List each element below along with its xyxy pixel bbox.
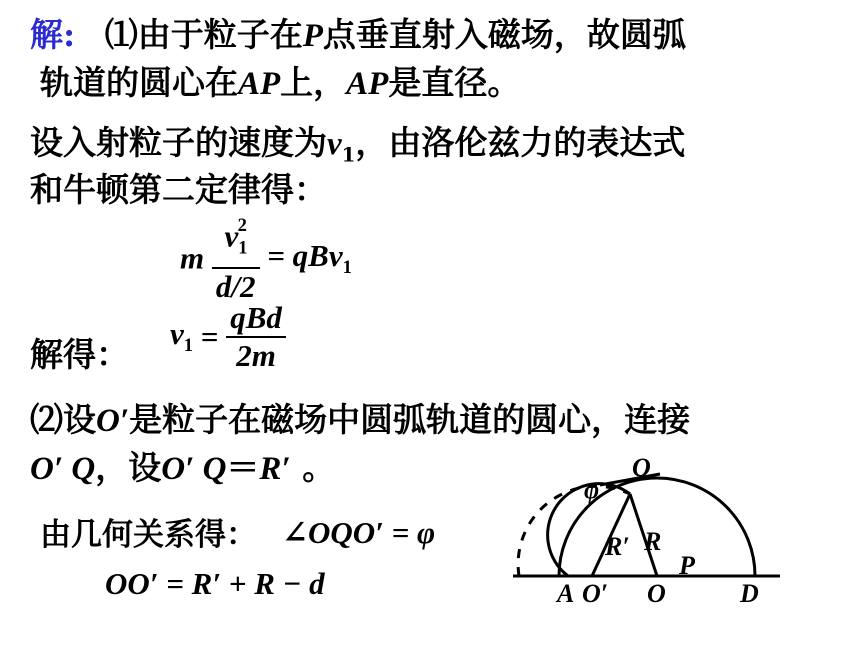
part2-line2: O′ Q，设O′ Q＝R′ 。 <box>30 448 336 487</box>
solve-label: 解得： <box>30 335 129 374</box>
equation-velocity: $v_1$ = $\frac{\text{qBd}}{2m}$ <box>170 300 286 374</box>
equation-force-balance: m $\frac{v_1^2}{d/2}$ = qBv$_1$ <box>180 212 352 305</box>
label-R-prime: R′ <box>605 532 630 561</box>
equation-angle: ∠OQO′ = φ <box>282 515 436 550</box>
part1-line1: 解: ⑴由于粒子在P点垂直射入磁场，故圆弧 <box>30 15 686 54</box>
fraction: $\frac{v_1^2}{d/2}$ <box>212 212 260 305</box>
fraction: $\frac{\text{qBd}}{2m}$ <box>226 300 286 374</box>
solution-label: 解: <box>30 15 76 54</box>
label-A: A <box>557 579 575 608</box>
part1-line2: 轨道的圆心在AP上，AP是直径。 <box>40 63 521 102</box>
equation-distance: OO′ = R′ + R − d <box>105 566 325 601</box>
geometry-label: 由几何关系得： <box>40 517 257 553</box>
label-R: R <box>644 527 662 556</box>
velocity-line1: 设入射粒子的速度为$v_1$，由洛伦兹力的表达式 <box>30 123 686 167</box>
label-O-prime: O′ <box>582 579 609 608</box>
label-phi: φ <box>584 475 600 504</box>
label-D: D <box>740 579 759 608</box>
label-Q: Q <box>632 453 651 482</box>
part2-line1: ⑵设O′是粒子在磁场中圆弧轨道的圆心，连接 <box>30 400 691 439</box>
label-O: O <box>647 579 666 608</box>
label-P: P <box>679 551 695 580</box>
velocity-line2: 和牛顿第二定律得： <box>30 170 327 209</box>
